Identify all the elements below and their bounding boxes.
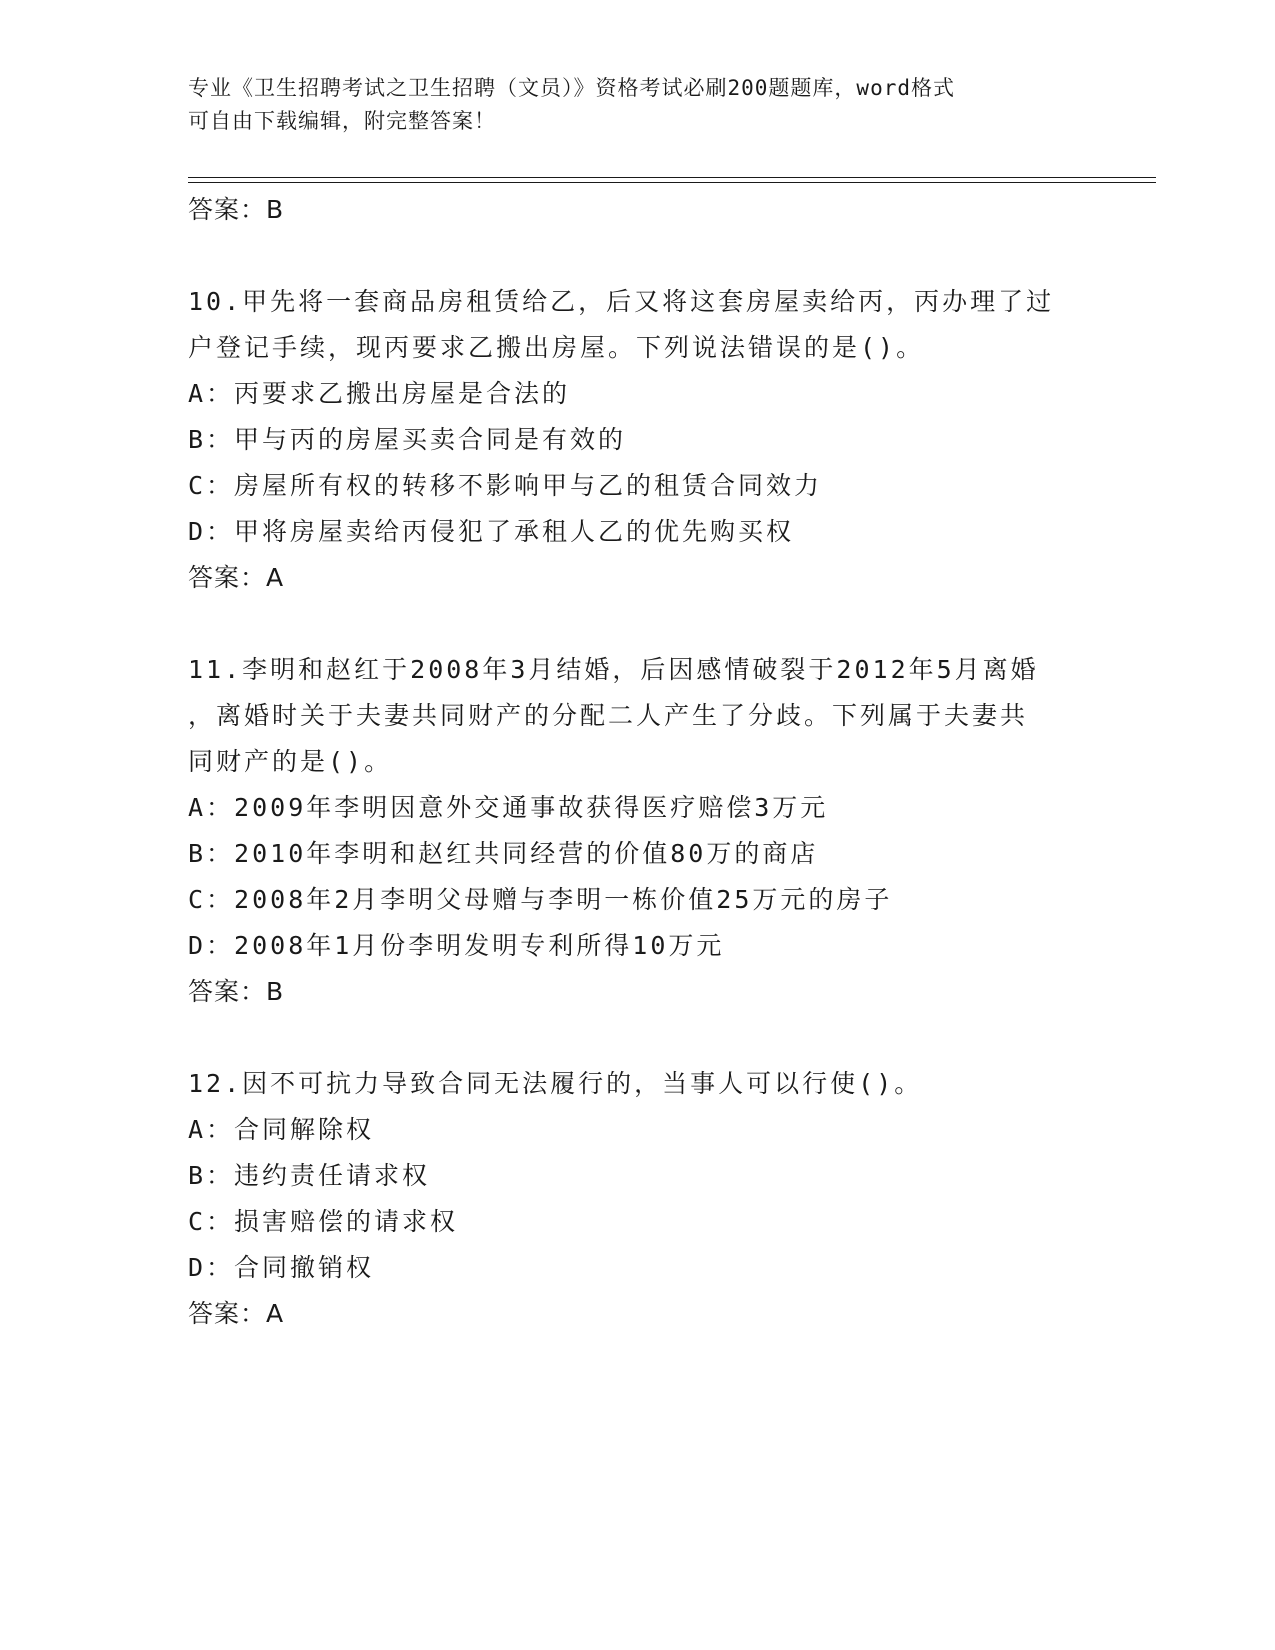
question-12	[188, 1061, 1088, 1337]
option-b: B：2010年李明和赵红共同经营的价值80万的商店	[188, 839, 819, 868]
answer: 答案：B	[188, 977, 285, 1006]
answer: 答案：A	[188, 1299, 285, 1328]
spacer	[188, 601, 1088, 647]
header-divider-bottom	[188, 182, 1156, 183]
option-b: B：甲与丙的房屋买卖合同是有效的	[188, 425, 627, 454]
option-a: A：2009年李明因意外交通事故获得医疗赔偿3万元	[188, 793, 829, 822]
answer: 答案：A	[188, 563, 285, 592]
document-header	[188, 72, 1088, 138]
question-text: ，离婚时关于夫妻共同财产的分配二人产生了分歧。下列属于夫妻共	[188, 701, 1029, 730]
option-d: D：2008年1月份李明发明专利所得10万元	[188, 931, 725, 960]
option-d: D：甲将房屋卖给丙侵犯了承租人乙的优先购买权	[188, 517, 795, 546]
header-divider-top	[188, 177, 1156, 178]
option-c: C：损害赔偿的请求权	[188, 1207, 459, 1236]
question-11	[188, 647, 1088, 1015]
option-a: A：合同解除权	[188, 1115, 375, 1144]
question-10	[188, 279, 1088, 601]
spacer	[188, 1015, 1088, 1061]
spacer	[188, 233, 1088, 279]
question-text: 户登记手续，现丙要求乙搬出房屋。下列说法错误的是()。	[188, 333, 925, 362]
option-c: C：房屋所有权的转移不影响甲与乙的租赁合同效力	[188, 471, 823, 500]
question-text: 10.甲先将一套商品房租赁给乙，后又将这套房屋卖给丙，丙办理了过	[188, 287, 1055, 316]
question-text: 同财产的是()。	[188, 747, 393, 776]
previous-answer: 答案：B	[188, 195, 285, 224]
header-line-1: 专业《卫生招聘考试之卫生招聘（文员）》资格考试必刷200题题库，word格式	[188, 76, 955, 100]
option-a: A：丙要求乙搬出房屋是合法的	[188, 379, 571, 408]
option-b: B：违约责任请求权	[188, 1161, 431, 1190]
question-text: 12.因不可抗力导致合同无法履行的，当事人可以行使()。	[188, 1069, 923, 1098]
option-d: D：合同撤销权	[188, 1253, 375, 1282]
question-text: 11.李明和赵红于2008年3月结婚，后因感情破裂于2012年5月离婚	[188, 655, 1039, 684]
question-list	[188, 187, 1088, 1337]
header-line-2: 可自由下载编辑，附完整答案！	[188, 109, 496, 133]
option-c: C：2008年2月李明父母赠与李明一栋价值25万元的房子	[188, 885, 893, 914]
